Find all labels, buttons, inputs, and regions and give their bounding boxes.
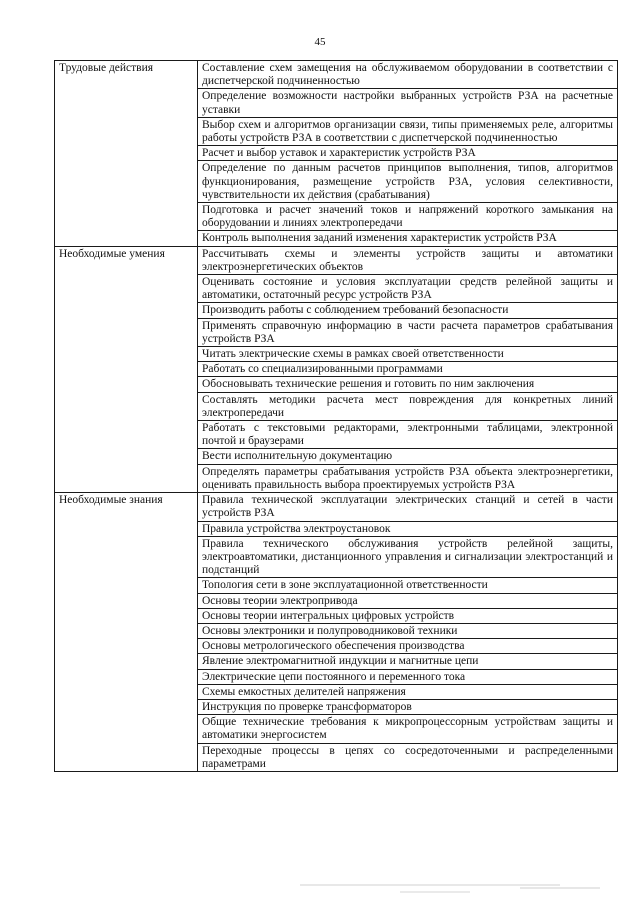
requirement-item: Производить работы с соблюдением требований безопасности [198, 303, 618, 318]
requirement-item: Рассчитывать схемы и элементы устройств защиты и автоматики электроэнергетических объектов [198, 246, 618, 274]
table-row [55, 246, 618, 274]
requirement-item: Составлять методики расчета мест повреждения для конкретных линий электропередачи [198, 392, 618, 420]
table-row [55, 61, 618, 89]
requirement-item: Читать электрические схемы в рамках своей ответственности [198, 347, 618, 362]
requirement-item: Подготовка и расчет значений токов и напряжений короткого замыкания на оборудовании и линиях электропередачи [198, 203, 618, 231]
requirement-item: Применять справочную информацию в части расчета параметров срабатывания устройств РЗА [198, 318, 618, 346]
section-label: Необходимые умения [55, 246, 198, 492]
requirement-item: Общие технические требования к микропроцессорным устройствам защиты и автоматики энергосистем [198, 715, 618, 743]
section-label: Необходимые знания [55, 493, 198, 772]
requirement-item: Правила технического обслуживания устройств релейной защиты, электроавтоматики, дистанционного управления и сигнализации электростанций и подстанций [198, 536, 618, 578]
requirement-item: Основы метрологического обеспечения производства [198, 639, 618, 654]
requirement-item: Определять параметры срабатывания устройств РЗА объекта электроэнергетики, оценивать правильность выбора проектируемых устройств РЗА [198, 464, 618, 492]
requirement-item: Оценивать состояние и условия эксплуатации средств релейной защиты и автоматики, остаточный ресурс устройств РЗА [198, 275, 618, 303]
requirement-item: Схемы емкостных делителей напряжения [198, 684, 618, 699]
requirement-item: Переходные процессы в цепях со сосредоточенными и распределенными параметрами [198, 743, 618, 771]
requirement-item: Основы теории интегральных цифровых устройств [198, 608, 618, 623]
competency-table [54, 60, 618, 772]
requirement-item: Правила технической эксплуатации электрических станций и сетей в части устройств РЗА [198, 493, 618, 521]
requirement-item: Контроль выполнения заданий изменения характеристик устройств РЗА [198, 231, 618, 246]
requirement-item: Расчет и выбор уставок и характеристик устройств РЗА [198, 146, 618, 161]
requirement-item: Инструкция по проверке трансформаторов [198, 699, 618, 714]
requirement-item: Основы электроники и полупроводниковой техники [198, 623, 618, 638]
requirement-item: Определение по данным расчетов принципов выполнения, типов, алгоритмов функционирования, размещение устройств РЗА, условия селективности, чувствительности их действия (срабатывания) [198, 161, 618, 203]
requirement-item: Топология сети в зоне эксплуатационной ответственности [198, 578, 618, 593]
requirement-item: Определение возможности настройки выбранных устройств РЗА на расчетные уставки [198, 89, 618, 117]
requirement-item: Основы теории электропривода [198, 593, 618, 608]
requirement-item: Явление электромагнитной индукции и магнитные цепи [198, 654, 618, 669]
requirement-item: Вести исполнительную документацию [198, 449, 618, 464]
requirement-item: Правила устройства электроустановок [198, 521, 618, 536]
requirement-item: Обосновывать технические решения и готовить по ним заключения [198, 377, 618, 392]
requirement-item: Электрические цепи постоянного и переменного тока [198, 669, 618, 684]
requirement-item: Составление схем замещения на обслуживаемом оборудовании в соответствии с диспетчерской подчиненностью [198, 61, 618, 89]
requirement-item: Работать со специализированными программами [198, 362, 618, 377]
requirement-item: Выбор схем и алгоритмов организации связи, типы применяемых реле, алгоритмы работы устройств РЗА в соответствии с диспетчерской подчиненностью [198, 117, 618, 145]
table-row [55, 493, 618, 521]
page-number: 45 [314, 36, 326, 48]
requirement-item: Работать с текстовыми редакторами, электронными таблицами, электронной почтой и браузерами [198, 421, 618, 449]
section-label: Трудовые действия [55, 61, 198, 247]
